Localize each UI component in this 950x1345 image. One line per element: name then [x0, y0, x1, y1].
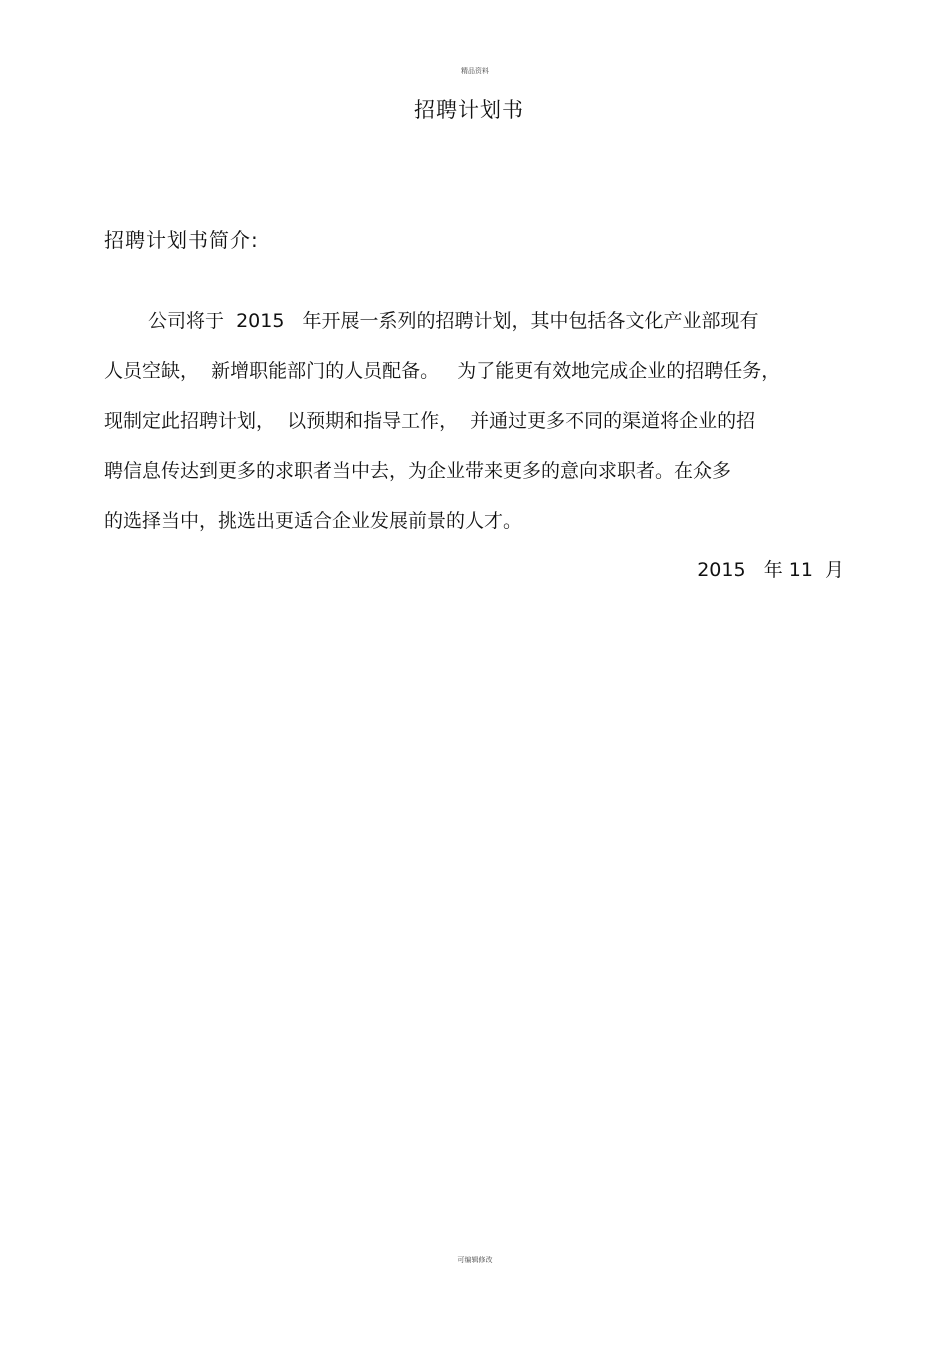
header-note: 精品资料: [461, 67, 489, 75]
document-date: 2015 年 11 月: [697, 559, 844, 581]
footer-note: 可编辑修改: [457, 1256, 493, 1264]
body-paragraph-line-2: 人员空缺， 新增职能部门的人员配备。 为了能更有效地完成企业的招聘任务，: [104, 360, 781, 382]
body-paragraph-line-4: 聘信息传达到更多的求职者当中去，为企业带来更多的意向求职者。在众多: [104, 460, 732, 482]
section-heading: 招聘计划书简介:: [104, 228, 259, 252]
body-paragraph-line-1: 公司将于 2015 年开展一系列的招聘计划，其中包括各文化产业部现有: [148, 310, 759, 332]
body-paragraph-line-3: 现制定此招聘计划， 以预期和指导工作， 并通过更多不同的渠道将企业的招: [104, 410, 756, 432]
document-title: 招聘计划书: [414, 98, 524, 122]
body-paragraph-line-5: 的选择当中，挑选出更适合企业发展前景的人才。: [104, 510, 523, 532]
